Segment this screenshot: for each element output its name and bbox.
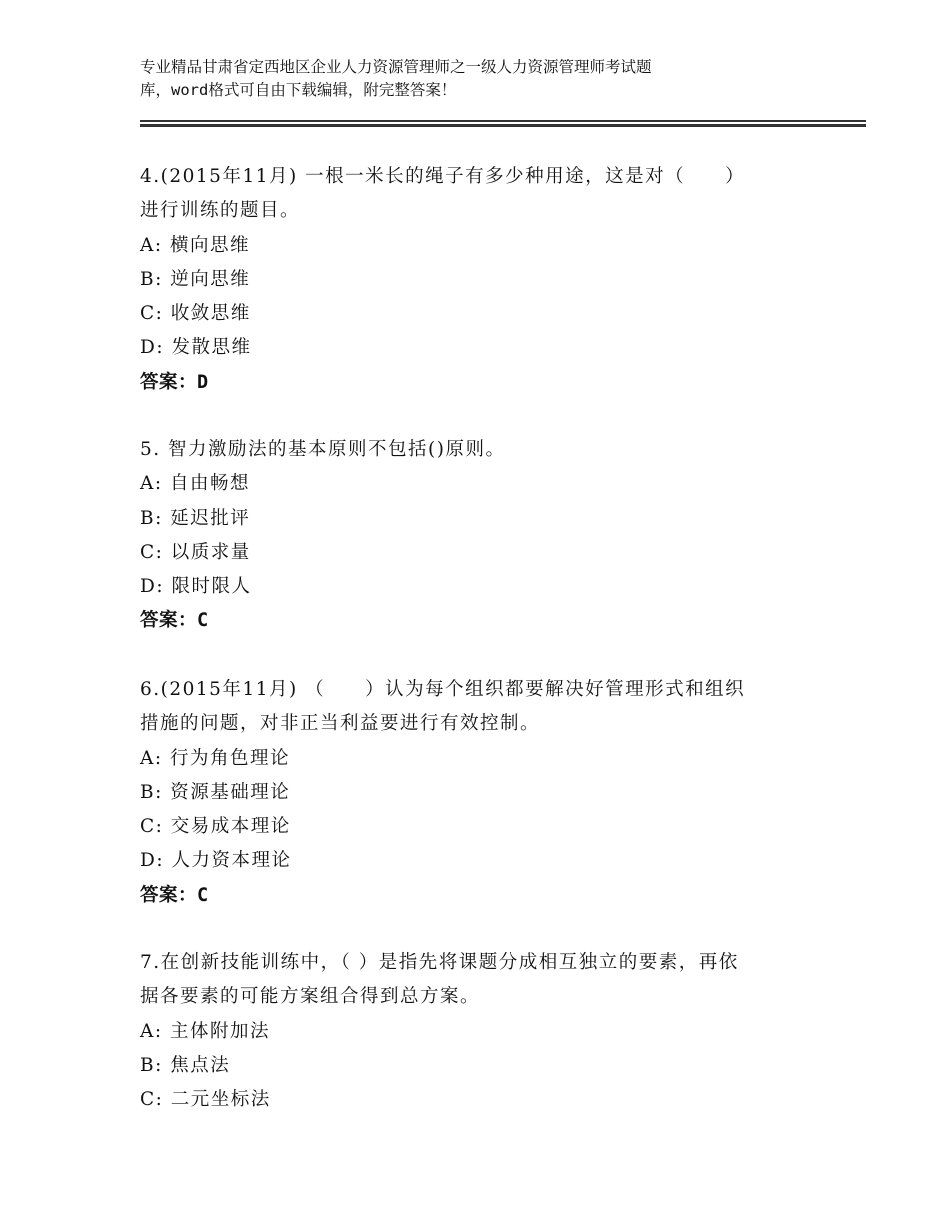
option-d: D: 人力资本理论 <box>140 850 292 872</box>
answer-text: 答案：C <box>140 610 209 632</box>
option-a: A: 行为角色理论 <box>140 747 290 769</box>
question-block <box>140 433 820 639</box>
question-block <box>140 160 820 400</box>
option-a: A: 自由畅想 <box>140 473 250 495</box>
question-stem: 进行训练的题目。 <box>140 200 301 222</box>
option-c: C: 二元坐标法 <box>140 1089 271 1111</box>
option-c: C: 以质求量 <box>140 541 251 563</box>
document-header <box>140 56 780 102</box>
option-c: C: 交易成本理论 <box>140 816 291 838</box>
question-block <box>140 673 820 913</box>
option-b: B: 焦点法 <box>140 1054 231 1076</box>
header-title-line-1: 专业精品甘肃省定西地区企业人力资源管理师之一级人力资源管理师考试题 <box>140 58 652 76</box>
header-divider-thin <box>140 120 866 122</box>
option-a: A: 横向思维 <box>140 234 250 256</box>
option-b: B: 逆向思维 <box>140 268 251 290</box>
option-d: D: 发散思维 <box>140 337 252 359</box>
header-divider-thick <box>140 124 866 127</box>
header-title-line-2: 库，word格式可自由下载编辑，附完整答案！ <box>140 81 457 99</box>
question-stem: 5. 智力激励法的基本原则不包括()原则。 <box>140 439 506 460</box>
answer-text: 答案：D <box>140 371 209 393</box>
option-d: D: 限时限人 <box>140 576 252 598</box>
question-stem: 6.(2015年11月) （ ）认为每个组织都要解决好管理形式和组织 <box>140 679 746 700</box>
option-b: B: 延迟批评 <box>140 507 251 529</box>
option-a: A: 主体附加法 <box>140 1020 270 1042</box>
question-stem: 措施的问题，对非正当利益要进行有效控制。 <box>140 713 541 735</box>
question-stem: 4.(2015年11月) 一根一米长的绳子有多少种用途，这是对（ ） <box>140 166 746 187</box>
question-stem: 7.在创新技能训练中，（ ）是指先将课题分成相互独立的要素，再依 <box>140 952 739 973</box>
question-stem: 据各要素的可能方案组合得到总方案。 <box>140 986 481 1008</box>
option-c: C: 收敛思维 <box>140 303 251 325</box>
answer-text: 答案：C <box>140 884 209 906</box>
question-block <box>140 946 820 1117</box>
option-b: B: 资源基础理论 <box>140 781 291 803</box>
